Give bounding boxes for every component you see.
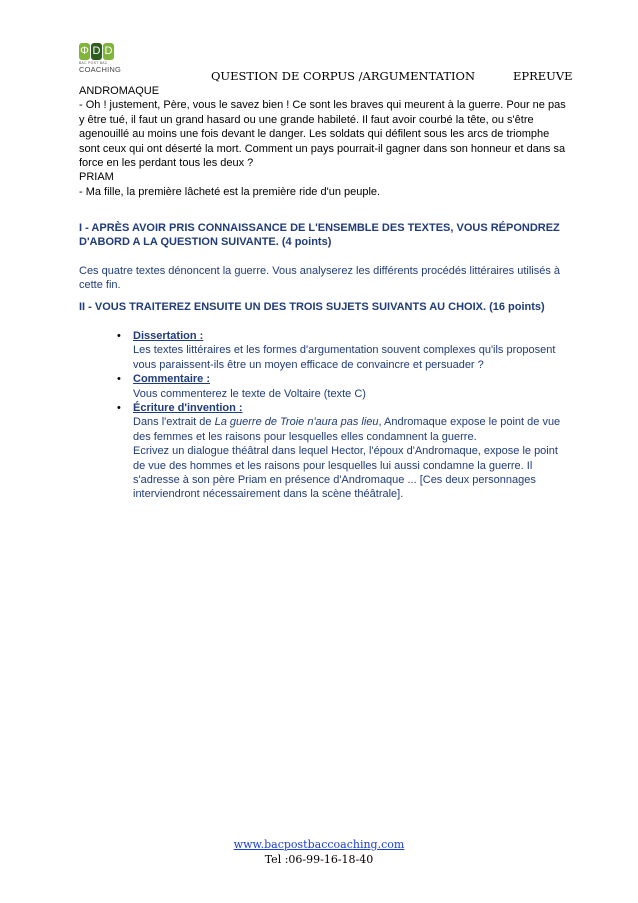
logo-glyph-2: D [92, 45, 101, 57]
bullet-icon: • [117, 373, 121, 386]
subject-body-post: , Andromaque expose le point de vue des femmes et les raisons pour lesquelles elles condamnent la guerre. [133, 416, 561, 443]
subject-body-pre: Dans l'extrait de [133, 416, 215, 429]
logo-mark-1 [79, 43, 90, 60]
question-1-body: Ces quatre textes dénoncent la guerre. Vous analyserez les différents procédés littéraires utilisés à cette fin. [79, 265, 561, 292]
speaker-priam: PRIAM [79, 171, 114, 184]
logo-glyph-3: D [104, 45, 113, 57]
question-1-heading: I - APRÈS AVOIR PRIS CONNAISSANCE DE L'ENSEMBLE DES TEXTES, VOUS RÉPONDREZ D'ABORD A LA QUESTION SUIVANTE. (4 points) [79, 222, 560, 249]
subject-title: Commentaire : [133, 373, 211, 386]
subject-commentaire [117, 372, 569, 401]
bullet-icon: • [117, 330, 121, 342]
logo-mark-2 [91, 43, 102, 60]
subject-dissertation [117, 329, 569, 372]
footer-website-link[interactable]: www.bacpostbaccoaching.com [233, 838, 405, 851]
question-2-heading: II - VOUS TRAITEREZ ENSUITE UN DES TROIS SUJETS SUIVANTS AU CHOIX. (16 points) [79, 301, 545, 313]
logo-mark-3 [103, 43, 114, 60]
subject-title: Dissertation : [133, 330, 204, 342]
subject-body: Vous commenterez le texte de Voltaire (texte C) [133, 387, 366, 400]
subject-ecriture-invention [117, 401, 569, 502]
logo-marks [79, 43, 129, 60]
subject-title: Écriture d'invention : [133, 402, 243, 415]
bullet-icon: • [117, 402, 121, 415]
priam-line: - Ma fille, la première lâcheté est la première ride d'un peuple. [79, 185, 381, 198]
speaker-andromaque: ANDROMAQUE [79, 85, 160, 97]
header-right-label: EPREUVE [513, 69, 573, 83]
logo-glyph-1: Φ [80, 45, 89, 57]
andromaque-line: - Oh ! justement, Père, vous le savez bien ! Ce sont les braves qui meurent à la guerre. Pour ne pas y être tué, il faut un grand hasard ou une grande habileté. Il faut avoir courbé la tête, ou s'être agenouillé au moins une fois devant le danger. Les soldats qui défilent sous les arcs de triomphe sont ceux qui ont déserté la mort. Comment un pays pourrait-il gagner dans son honneur et dans sa force en les perdant tous les deux ? [79, 99, 566, 170]
footer-phone: Tel :06-99-16-18-40 [264, 853, 374, 866]
bacpostbac-coaching-logo [79, 43, 129, 77]
logo-brand-text: COACHING [79, 65, 122, 74]
subject-body-2: Ecrivez un dialogue théâtral dans lequel Hector, l'époux d'Andromaque, expose le point de vue des hommes et les raisons pour lesquelles lui aussi condamne la guerre. Il s'adresse à son père Priam en présence d'Andromaque ... [Ces deux personnages interviendront nécessairement dans la scène théâtrale]. [133, 445, 558, 501]
text-extract [79, 84, 569, 199]
subject-list [117, 329, 569, 502]
work-title: La guerre de Troie n'aura pas lieu [214, 416, 379, 429]
subject-body [133, 415, 569, 444]
subject-body: Les textes littéraires et les formes d'argumentation souvent complexes qu'ils proposent vous paraissent-ils être un moyen efficace de convaincre et persuader ? [133, 344, 556, 371]
logo-small-text: BAC POST BAC [79, 61, 108, 65]
header-title: QUESTION DE CORPUS /ARGUMENTATION [211, 69, 476, 83]
